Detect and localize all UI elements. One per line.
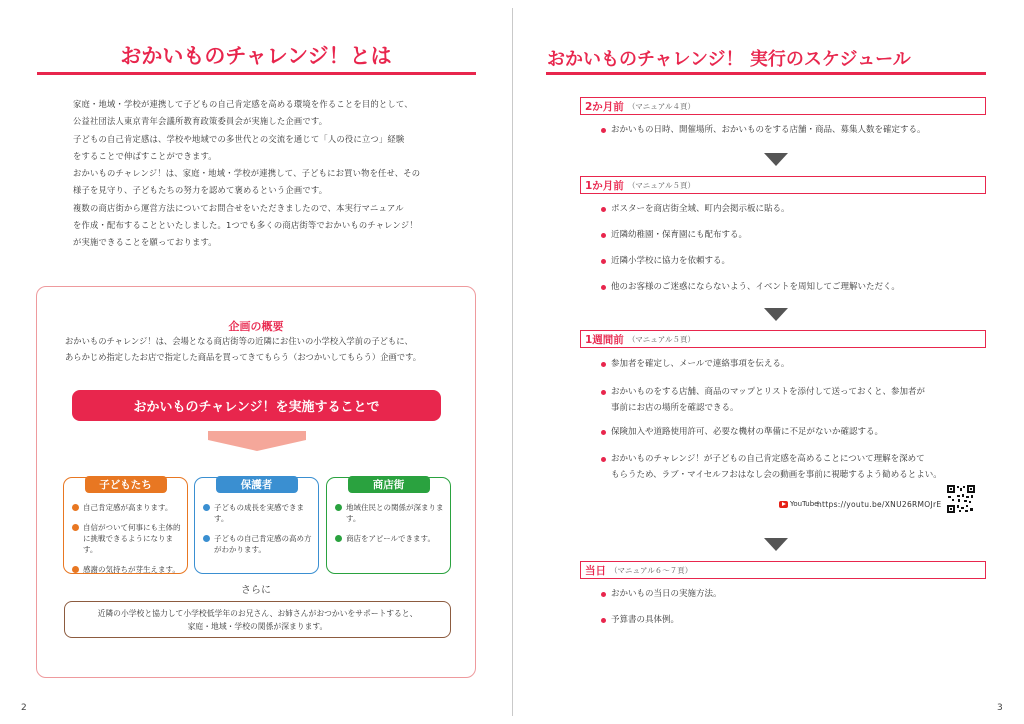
- down-arrow-head: [208, 440, 306, 451]
- down-arrow-icon: [764, 538, 788, 551]
- schedule-item: おかいもの当日の実施方法。: [601, 587, 722, 603]
- phase-2-months-before: [580, 97, 986, 115]
- phase-1-week-before: [580, 330, 986, 348]
- benefit-item: 地域住民との関係が深まります。: [335, 502, 444, 524]
- right-page-title: おかいものチャレンジ！ 実行のスケジュール: [547, 49, 911, 70]
- benefit-item: 感謝の気持ちが芽生えます。: [72, 564, 181, 575]
- qr-code-icon: [947, 485, 975, 513]
- youtube-icon: [779, 501, 788, 508]
- benefit-item: 商店をアピールできます。: [335, 533, 444, 544]
- furthermore-label: さらに: [241, 585, 271, 596]
- overview-line: あらかじめ指定したお店で指定した商品を買ってきてもらう（おつかいしてもらう）企画です。: [65, 352, 422, 362]
- schedule-item-line: おかいものをする店舗、商品のマップとリストを添付して送っておくと、参加者が: [611, 387, 925, 397]
- overview-heading: 企画の概要: [228, 320, 284, 333]
- note-line: 近隣の小学校と協力して小学校低学年のお兄さん、お姉さんがおつかいをサポートすると、: [97, 609, 418, 618]
- page-divider: [512, 8, 513, 716]
- benefit-box-title: 保護者: [216, 476, 298, 493]
- intro-line: 様子を見守り、子どもたちの努力を認めて褒めるという企画です。: [73, 185, 328, 196]
- schedule-item-line: もらうため、ラブ・マイセルフおはなし会の動画を事前に視聴するよう勧めるとよい。: [611, 469, 942, 480]
- schedule-item: 他のお客様のご迷惑にならないよう、イベントを周知してご理解いただく。: [601, 280, 900, 296]
- schedule-item: 近隣小学校に協力を依頼する。: [601, 254, 730, 270]
- benefit-item: 自信がついて何事にも主体的に挑戦できるようになります。: [72, 522, 181, 555]
- overview-banner: おかいものチャレンジ！を実施することで: [72, 390, 441, 421]
- note-line: 家庭・地域・学校の関係が深まります。: [187, 622, 328, 631]
- intro-text: [73, 96, 420, 252]
- phase-note: （マニュアル６〜７頁）: [610, 565, 693, 575]
- schedule-item: [601, 385, 925, 416]
- down-arrow-icon: [208, 431, 306, 440]
- phase-event-day: [580, 561, 986, 579]
- down-arrow-icon: [764, 308, 788, 321]
- benefit-item: 子どもの成長を実感できます。: [203, 502, 312, 524]
- schedule-item-line: おかいものチャレンジ！が子どもの自己肯定感を高めることについて理解を深めて: [611, 454, 925, 464]
- phase-label: 当日: [585, 564, 606, 577]
- schedule-item-line: 事前にお店の場所を確認できる。: [611, 402, 739, 413]
- left-title-rule: [37, 72, 476, 75]
- right-title-rule: [546, 72, 986, 75]
- intro-line: 子どもの自己肯定感は、学校や地域での多世代との交流を通じて「人の役に立つ」経験: [73, 133, 405, 144]
- youtube-logo: [779, 500, 818, 508]
- benefit-box-title: 商店街: [348, 476, 430, 493]
- phase-label: 1週間前: [585, 333, 624, 346]
- benefit-box-shopping-street: [326, 477, 451, 574]
- phase-1-month-before: [580, 176, 986, 194]
- intro-line: をすることで伸ばすことができます。: [73, 150, 217, 161]
- schedule-item: 予算書の具体例。: [601, 613, 679, 629]
- page-number-left: 2: [21, 703, 27, 713]
- intro-line: が実施できることを願っております。: [73, 237, 217, 248]
- overview-line: おかいものチャレンジ！は、会場となる商店街等の近隣にお住いの小学校入学前の子どもに、: [65, 336, 413, 346]
- benefit-box-title: 子どもたち: [85, 476, 167, 493]
- schedule-item: おかいもの日時、開催場所、おかいものをする店舗・商品、募集人数を確定する。: [601, 123, 926, 139]
- phase-label: 2か月前: [585, 100, 624, 113]
- intro-line: 公益社団法人東京青年会議所教育政策委員会が実施した企画です。: [73, 116, 328, 127]
- school-cooperation-note: [64, 601, 451, 638]
- down-arrow-icon: [764, 153, 788, 166]
- left-page-title: おかいものチャレンジ！とは: [120, 44, 392, 68]
- youtube-label: YouTube: [790, 500, 819, 508]
- phase-note: （マニュアル５頁）: [627, 334, 696, 344]
- phase-note: （マニュアル５頁）: [627, 180, 696, 190]
- overview-text: [65, 333, 421, 365]
- intro-line: 家庭・地域・学校が連携して子どもの自己肯定感を高める環境を作ることを目的として、: [73, 99, 413, 109]
- schedule-item: 近隣幼稚園・保育園にも配布する。: [601, 228, 747, 244]
- page-number-right: 3: [997, 703, 1003, 713]
- intro-line: 複数の商店街から運営方法についてお問合せをいただきましたので、本実行マニュアル: [73, 202, 404, 213]
- benefit-box-children: [63, 477, 188, 574]
- intro-line: おかいものチャレンジ！は、家庭・地域・学校が連携して、子どもにお買い物を任せ、その: [73, 168, 421, 179]
- benefit-item: 自己肯定感が高まります。: [72, 502, 181, 513]
- video-url[interactable]: https://youtu.be/XNU26RMOJrE: [817, 500, 942, 509]
- benefit-box-parents: [194, 477, 319, 574]
- schedule-item: 参加者を確定し、メールで連絡事項を伝える。: [601, 357, 789, 373]
- intro-line: を作成・配布することといたしました。1つでも多くの商店街等でおかいものチャレンジ！: [73, 220, 418, 231]
- phase-note: （マニュアル４頁）: [627, 101, 696, 111]
- schedule-item: [601, 452, 942, 483]
- benefit-item: 子どもの自己肯定感の高め方がわかります。: [203, 533, 312, 555]
- schedule-item: ポスターを商店街全域、町内会掲示板に貼る。: [601, 202, 790, 218]
- phase-label: 1か月前: [585, 179, 624, 192]
- schedule-item: 保険加入や道路使用許可、必要な機材の準備に不足がないか確認する。: [601, 425, 883, 441]
